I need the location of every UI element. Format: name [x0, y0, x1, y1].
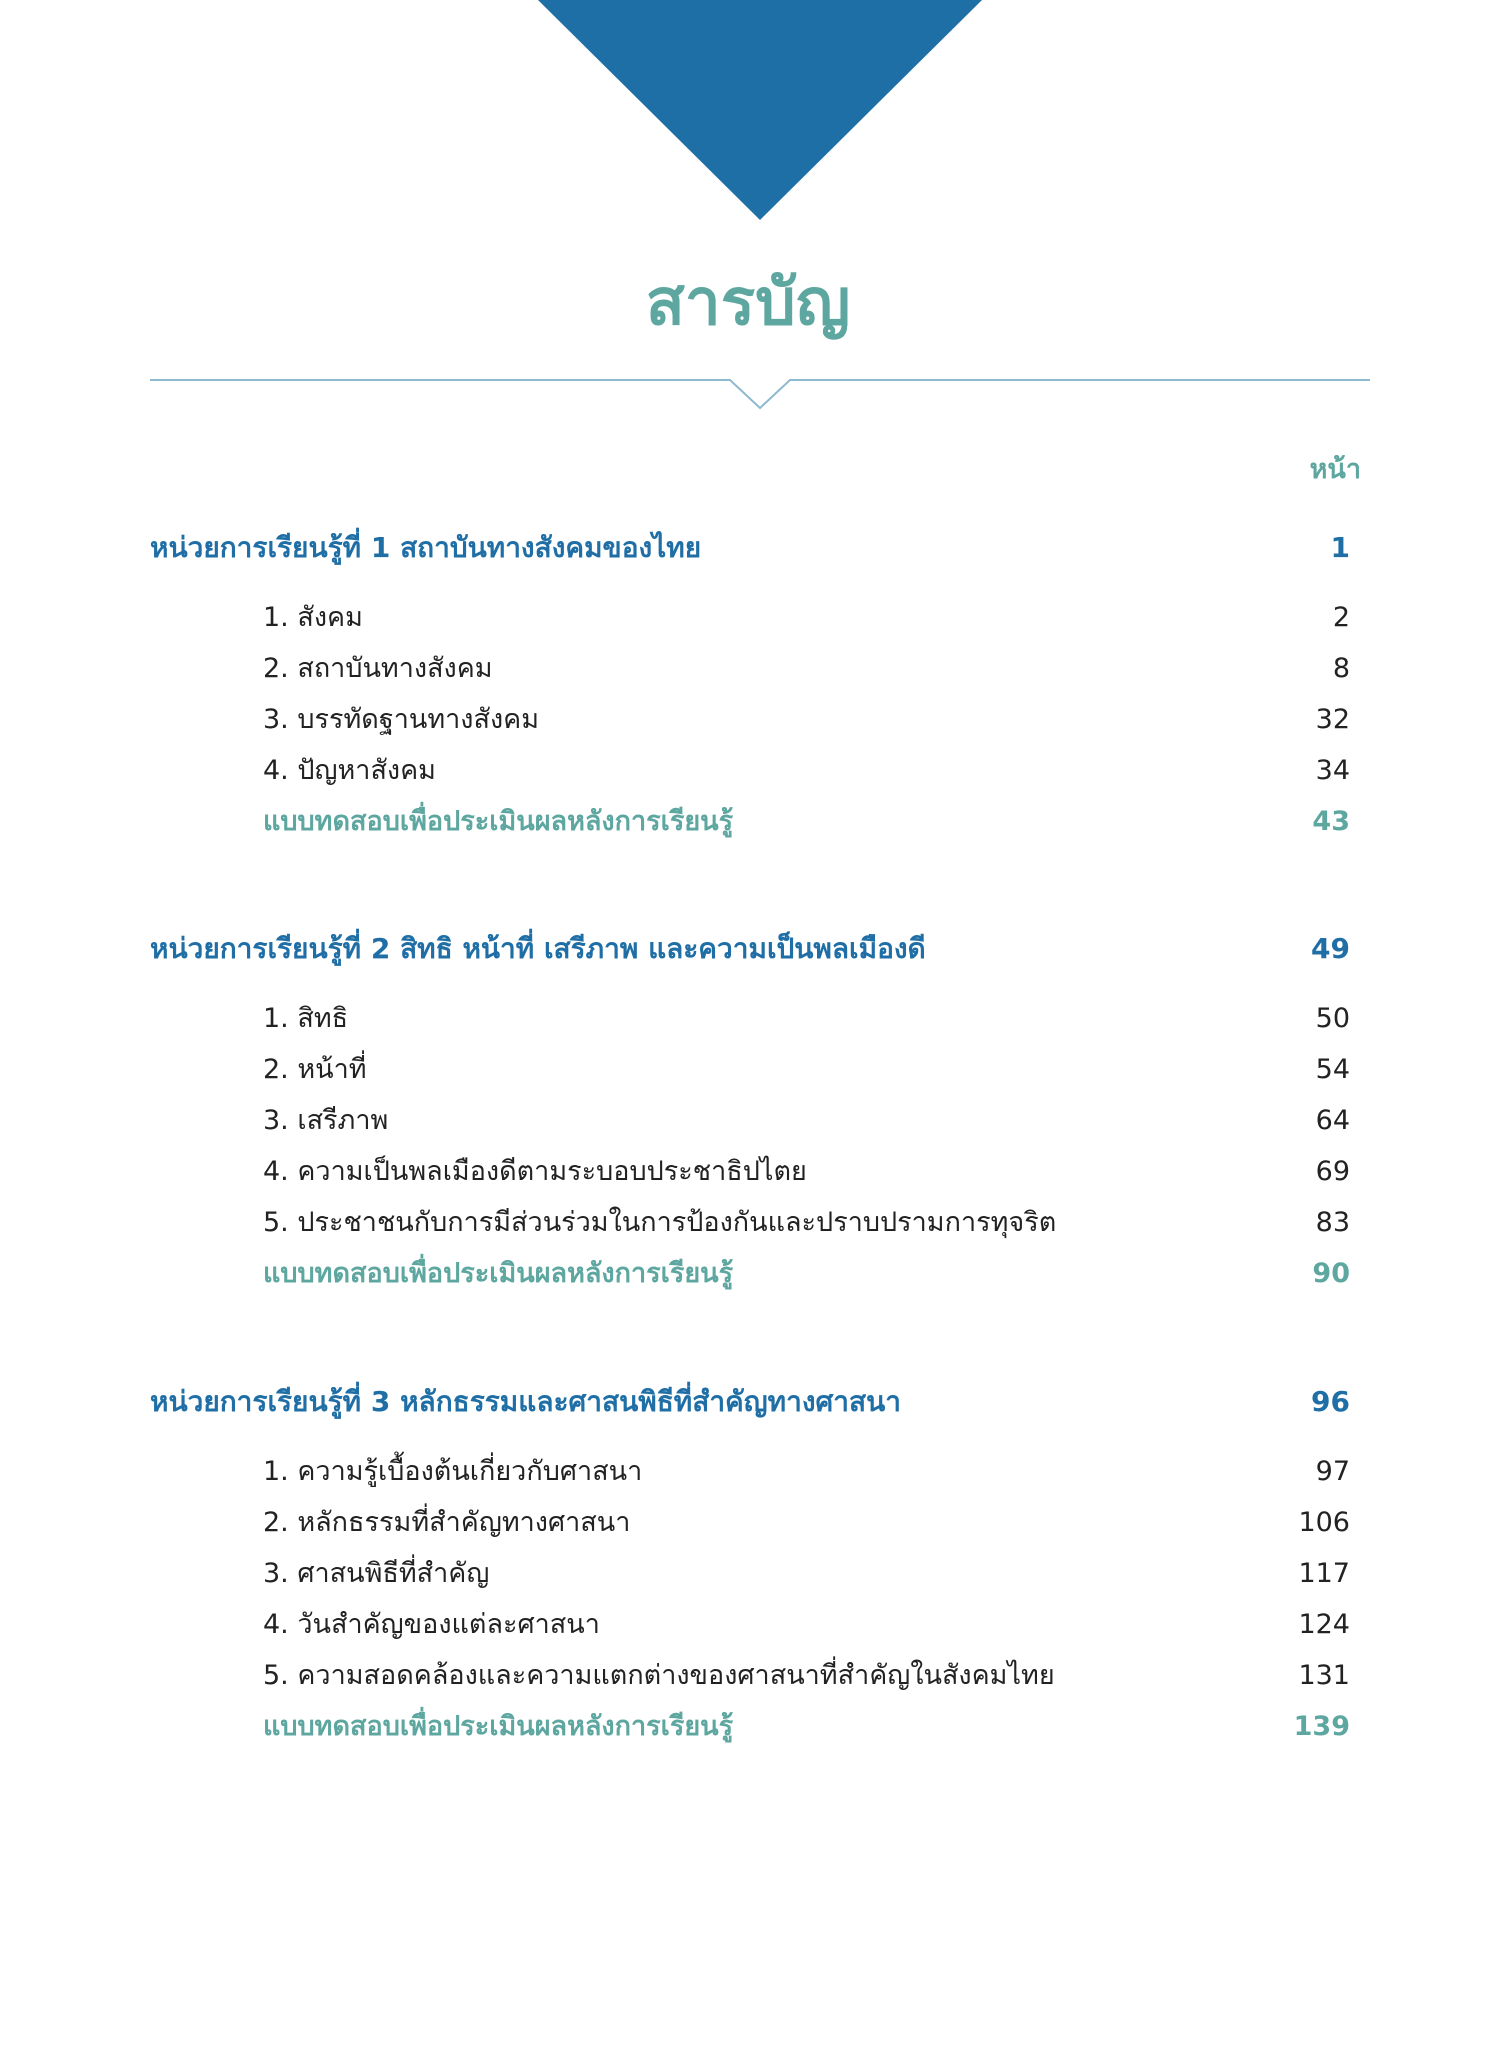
- toc-item[interactable]: [150, 745, 1350, 796]
- toc-item-page: 54: [1315, 1054, 1350, 1085]
- page-title: สารบัญ: [645, 266, 851, 340]
- toc-item-page: 2: [1332, 602, 1350, 633]
- unit-heading-page: 96: [1311, 1385, 1350, 1418]
- unit-heading[interactable]: [150, 520, 1350, 576]
- toc-item[interactable]: [150, 1146, 1350, 1197]
- toc-item-label: 1. สังคม: [263, 602, 363, 633]
- toc-item-page: 131: [1298, 1660, 1350, 1691]
- toc-item-page: 34: [1315, 755, 1350, 786]
- toc-unit-2: [150, 921, 1350, 1299]
- toc-item-label: 3. ศาสนพิธีที่สำคัญ: [263, 1558, 490, 1589]
- toc-test-page: 139: [1293, 1711, 1350, 1742]
- toc-item-label: 1. ความรู้เบื้องต้นเกี่ยวกับศาสนา: [263, 1456, 643, 1487]
- unit-heading-label: หน่วยการเรียนรู้ที่ 1 สถาบันทางสังคมของไทย: [150, 531, 702, 564]
- toc-item[interactable]: [150, 1197, 1350, 1248]
- toc-item[interactable]: [150, 1650, 1350, 1701]
- unit-heading[interactable]: [150, 1374, 1350, 1430]
- toc-item[interactable]: [150, 1548, 1350, 1599]
- toc-item-label: 1. สิทธิ: [263, 1003, 349, 1034]
- toc-item-page: 97: [1315, 1456, 1350, 1487]
- toc-item-label: 3. เสรีภาพ: [263, 1105, 389, 1136]
- toc-item[interactable]: [150, 643, 1350, 694]
- toc-item-label: 2. สถาบันทางสังคม: [263, 653, 493, 684]
- toc-test-page: 43: [1312, 806, 1350, 837]
- toc-item-page: 64: [1315, 1105, 1350, 1136]
- toc-item-label: 5. ความสอดคล้องและความแตกต่างของศาสนาที่สำคัญในสังคมไทย: [263, 1660, 1055, 1691]
- toc-item[interactable]: [150, 1497, 1350, 1548]
- toc-item[interactable]: [150, 694, 1350, 745]
- toc-test-item[interactable]: [150, 1701, 1350, 1752]
- top-triangle-decoration: [0, 0, 1496, 225]
- toc-item[interactable]: [150, 592, 1350, 643]
- toc-test-page: 90: [1312, 1258, 1350, 1289]
- unit-heading-page: 1: [1330, 531, 1350, 564]
- toc-test-item[interactable]: [150, 1248, 1350, 1299]
- toc-item-page: 83: [1315, 1207, 1350, 1238]
- toc-item-page: 124: [1298, 1609, 1350, 1640]
- toc-item-label: 4. วันสำคัญของแต่ละศาสนา: [263, 1609, 600, 1640]
- toc-item[interactable]: [150, 1044, 1350, 1095]
- toc-item-page: 117: [1298, 1558, 1350, 1589]
- toc-item-page: 69: [1315, 1156, 1350, 1187]
- toc-unit-3: [150, 1374, 1350, 1752]
- toc-item-label: 2. หลักธรรมที่สำคัญทางศาสนา: [263, 1507, 631, 1538]
- unit-heading[interactable]: [150, 921, 1350, 977]
- toc-item[interactable]: [150, 1446, 1350, 1497]
- toc-item-page: 8: [1332, 653, 1350, 684]
- page-column-label: หน้า: [1309, 454, 1361, 485]
- unit-heading-label: หน่วยการเรียนรู้ที่ 3 หลักธรรมและศาสนพิธีที่สำคัญทางศาสนา: [150, 1385, 901, 1418]
- toc-item-label: 2. หน้าที่: [263, 1054, 367, 1085]
- toc-test-item[interactable]: [150, 796, 1350, 847]
- toc-test-label: แบบทดสอบเพื่อประเมินผลหลังการเรียนรู้: [263, 806, 734, 837]
- toc-item-page: 106: [1298, 1507, 1350, 1538]
- unit-heading-page: 49: [1311, 932, 1350, 965]
- title-divider: [150, 370, 1370, 410]
- toc-test-label: แบบทดสอบเพื่อประเมินผลหลังการเรียนรู้: [263, 1258, 734, 1289]
- toc-item[interactable]: [150, 1095, 1350, 1146]
- toc-item-label: 3. บรรทัดฐานทางสังคม: [263, 704, 539, 735]
- toc-test-label: แบบทดสอบเพื่อประเมินผลหลังการเรียนรู้: [263, 1711, 734, 1742]
- unit-heading-label: หน่วยการเรียนรู้ที่ 2 สิทธิ หน้าที่ เสรีภาพ และความเป็นพลเมืองดี: [150, 932, 926, 965]
- toc-unit-1: [150, 520, 1350, 847]
- toc-item-label: 4. ปัญหาสังคม: [263, 755, 436, 786]
- toc-item-page: 32: [1315, 704, 1350, 735]
- toc-item[interactable]: [150, 993, 1350, 1044]
- toc-item-label: 4. ความเป็นพลเมืองดีตามระบอบประชาธิปไตย: [263, 1156, 807, 1187]
- toc-item[interactable]: [150, 1599, 1350, 1650]
- toc-item-page: 50: [1315, 1003, 1350, 1034]
- toc-item-label: 5. ประชาชนกับการมีส่วนร่วมในการป้องกันและปราบปรามการทุจริต: [263, 1207, 1057, 1238]
